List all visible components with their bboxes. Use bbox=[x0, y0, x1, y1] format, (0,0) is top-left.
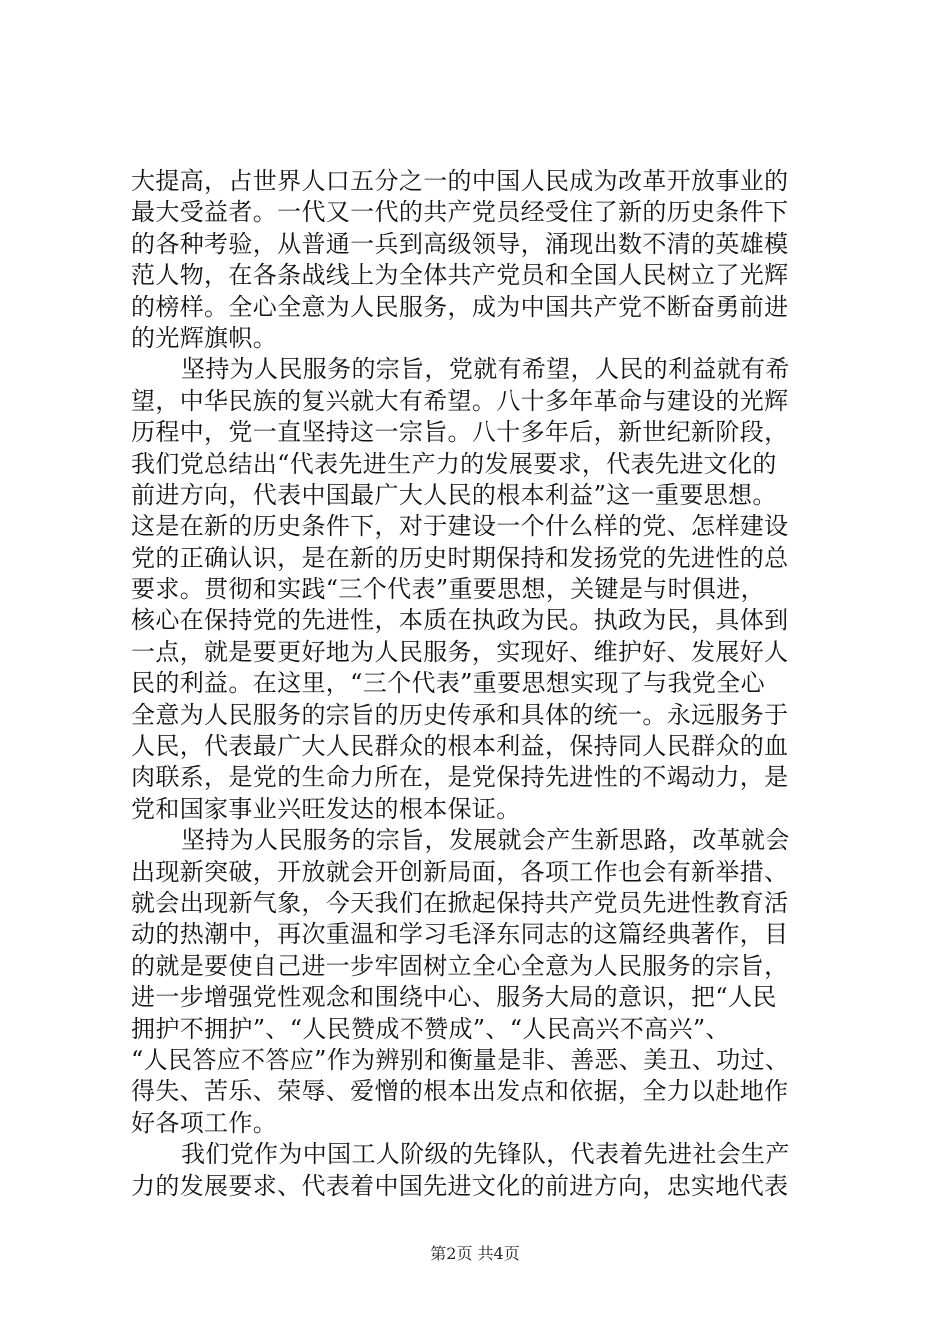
text-line: 我们党总结出“代表先进生产力的发展要求，代表先进文化的 bbox=[131, 449, 777, 478]
text-line: 要求。贯彻和实践“三个代表”重要思想，关键是与时俱进， bbox=[131, 575, 765, 604]
text-line: 动的热潮中，再次重温和学习毛泽东同志的这篇经典著作，目 bbox=[131, 920, 789, 949]
page-number-footer: 第2页 共4页 bbox=[430, 1244, 520, 1263]
text-line: 拥护不拥护”、“人民赞成不赞成”、“人民高兴不高兴”、 bbox=[131, 1014, 730, 1043]
text-line: 力的发展要求、代表着中国先进文化的前进方向，忠实地代表 bbox=[131, 1171, 789, 1200]
text-line: 的各种考验，从普通一兵到高级领导，涌现出数不清的英雄模 bbox=[131, 229, 789, 258]
text-line: 人民，代表最广大人民群众的根本利益，保持同人民群众的血 bbox=[131, 732, 789, 761]
text-line: 前进方向，代表中国最广大人民的根本利益”这一重要思想。 bbox=[131, 480, 777, 509]
text-line: 就会出现新气象，今天我们在掀起保持共产党员先进性教育活 bbox=[131, 888, 789, 917]
text-line: 得失、苦乐、荣辱、爱憎的根本出发点和依据，全力以赴地作 bbox=[131, 1077, 789, 1106]
text-line: 党和国家事业兴旺发达的根本保证。 bbox=[131, 794, 521, 823]
text-line: 好各项工作。 bbox=[131, 1108, 278, 1137]
text-line: 最大受益者。一代又一代的共产党员经受住了新的历史条件下 bbox=[131, 198, 789, 227]
text-line: 肉联系，是党的生命力所在，是党保持先进性的不竭动力，是 bbox=[131, 763, 789, 792]
text-line: 我们党作为中国工人阶级的先锋队，代表着先进社会生产 bbox=[181, 1140, 790, 1169]
text-line: “人民答应不答应”作为辨别和衡量是非、善恶、美丑、功过、 bbox=[131, 1045, 790, 1074]
text-line: 全意为人民服务的宗旨的历史传承和具体的统一。永远服务于 bbox=[131, 700, 789, 729]
text-line: 历程中，党一直坚持这一宗旨。八十多年后，新世纪新阶段， bbox=[131, 418, 789, 447]
text-line: 进一步增强党性观念和围绕中心、服务大局的意识，把“人民 bbox=[131, 983, 777, 1012]
text-line: 民的利益。在这里，“三个代表”重要思想实现了与我党全心 bbox=[131, 669, 765, 698]
text-line: 望，中华民族的复兴就大有希望。八十多年革命与建设的光辉 bbox=[131, 386, 789, 415]
text-line: 的榜样。全心全意为人民服务，成为中国共产党不断奋勇前进 bbox=[131, 292, 789, 321]
text-line: 范人物，在各条战线上为全体共产党员和全国人民树立了光辉 bbox=[131, 261, 789, 290]
text-line: 坚持为人民服务的宗旨，党就有希望，人民的利益就有希 bbox=[181, 355, 790, 384]
text-line: 大提高，占世界人口五分之一的中国人民成为改革开放事业的 bbox=[131, 167, 789, 195]
document-body bbox=[131, 166, 831, 1202]
text-line: 核心在保持党的先进性，本质在执政为民。执政为民，具体到 bbox=[131, 606, 789, 635]
text-line: 这是在新的历史条件下，对于建设一个什么样的党、怎样建设 bbox=[131, 512, 789, 541]
text-line: 一点，就是要更好地为人民服务，实现好、维护好、发展好人 bbox=[131, 637, 789, 666]
text-line: 党的正确认识，是在新的历史时期保持和发扬党的先进性的总 bbox=[131, 543, 789, 572]
text-line: 坚持为人民服务的宗旨，发展就会产生新思路，改革就会 bbox=[181, 826, 790, 855]
text-line: 的光辉旗帜。 bbox=[131, 323, 278, 352]
text-line: 出现新突破，开放就会开创新局面，各项工作也会有新举措、 bbox=[131, 857, 789, 886]
text-line: 的就是要使自己进一步牢固树立全心全意为人民服务的宗旨， bbox=[131, 951, 789, 980]
